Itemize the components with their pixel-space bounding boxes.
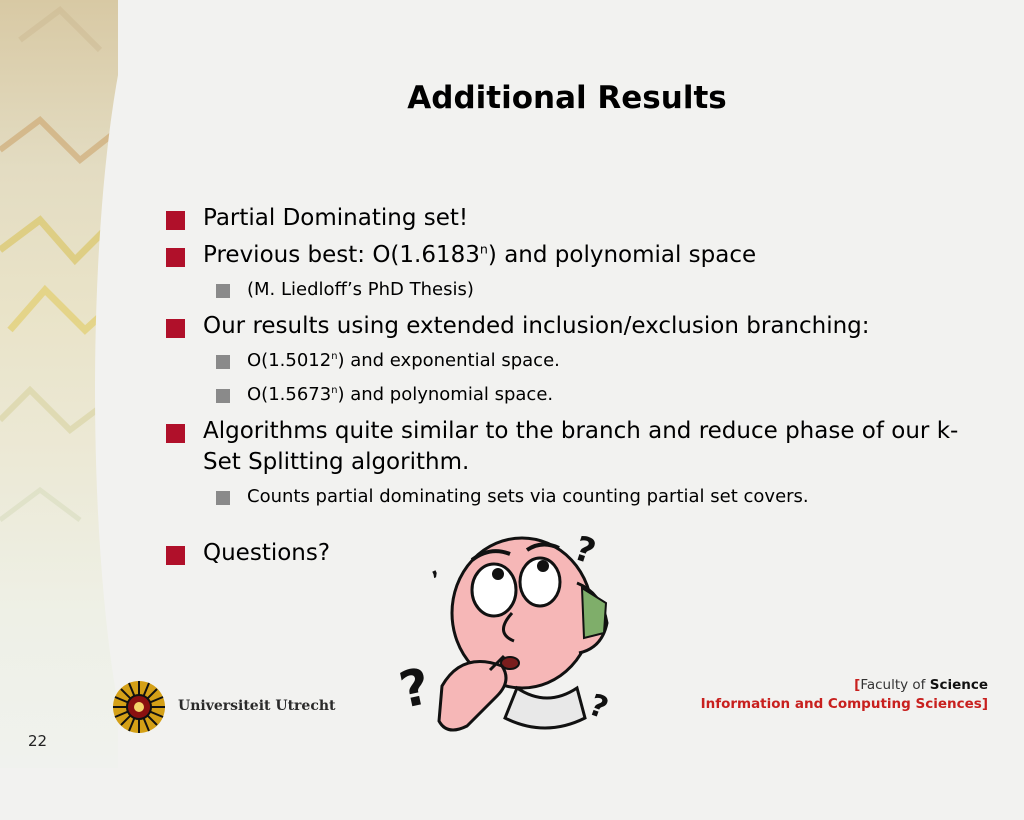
bullet-text: Questions? — [203, 540, 331, 566]
subbullet-polynomial-space — [166, 382, 996, 408]
bullet-text-post: ) and polynomial space. — [337, 384, 554, 405]
department-name: Information and Computing Sciences — [700, 696, 982, 712]
bullet-partial-dominating-set — [166, 203, 996, 234]
bullet-text-pre: Previous best: O(1.6183 — [203, 242, 480, 268]
bullet-text-pre: O(1.5012 — [247, 350, 332, 371]
svg-text:,: , — [423, 555, 442, 581]
faculty-label — [701, 676, 988, 714]
square-bullet-icon — [216, 284, 230, 298]
subbullet-liedloff-thesis — [166, 277, 996, 303]
page-number: 22 — [28, 732, 48, 750]
square-bullet-icon — [166, 424, 185, 443]
svg-text:?: ? — [394, 656, 435, 720]
bullet-text: Partial Dominating set! — [203, 205, 469, 231]
exponent: n — [331, 351, 338, 362]
svg-text:?: ? — [584, 687, 613, 727]
square-bullet-icon — [166, 248, 185, 267]
utrecht-sun-logo-icon — [110, 678, 168, 736]
faculty-of-text: Faculty of — [860, 677, 930, 693]
subbullet-exponential-space — [166, 348, 996, 374]
bullet-algorithms-similar — [166, 416, 996, 478]
bullet-text-pre: O(1.5673 — [247, 384, 332, 405]
bullet-text: Our results using extended inclusion/exclusion branching: — [203, 313, 870, 339]
slide-title: Additional Results — [407, 80, 727, 116]
bullet-previous-best — [166, 240, 996, 271]
square-bullet-icon — [166, 211, 185, 230]
bullet-text: Counts partial dominating sets via counting partial set covers. — [247, 486, 809, 507]
decorative-side-strip — [0, 0, 118, 768]
university-name: Universiteit Utrecht — [178, 698, 336, 714]
square-bullet-icon — [216, 491, 230, 505]
exponent: n — [479, 241, 488, 257]
subbullet-counts-partial — [166, 484, 996, 510]
bullet-text-post: ) and polynomial space — [487, 242, 757, 268]
exponent: n — [331, 385, 338, 396]
square-bullet-icon — [216, 355, 230, 369]
square-bullet-icon — [166, 319, 185, 338]
bracket-close: ] — [981, 696, 988, 712]
bullet-text-post: ) and exponential space. — [337, 350, 560, 371]
bullet-our-results — [166, 311, 996, 342]
square-bullet-icon — [166, 546, 185, 565]
faculty-science-text: Science — [929, 677, 988, 693]
svg-text:?: ? — [569, 528, 601, 573]
bracket-open: [ — [854, 677, 861, 693]
bullet-text: (M. Liedloff’s PhD Thesis) — [247, 279, 474, 300]
square-bullet-icon — [216, 389, 230, 403]
confused-man-cartoon-icon — [394, 518, 642, 740]
bullet-text: Algorithms quite similar to the branch and reduce phase of our k-Set Splitting algorithm. — [203, 418, 959, 475]
